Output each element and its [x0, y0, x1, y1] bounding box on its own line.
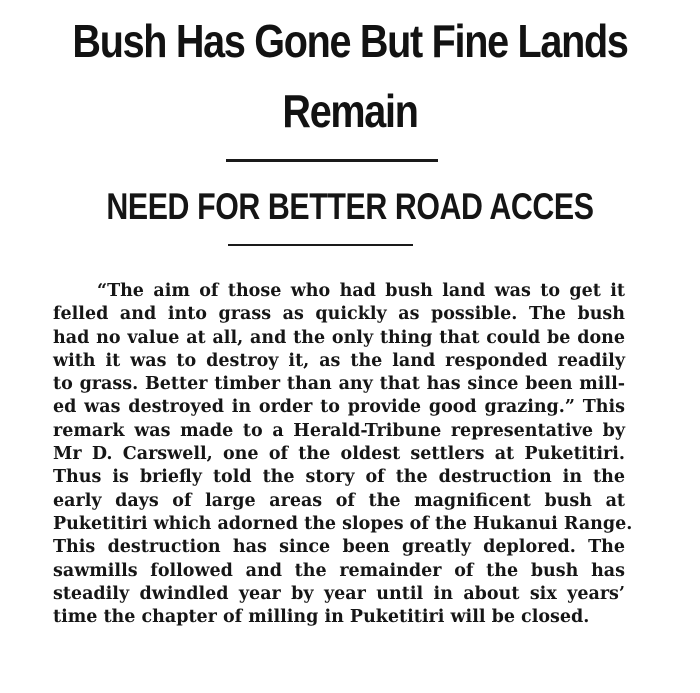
body-line: Mr D. Carswell, one of the oldest settlers at Puketitiri.: [53, 444, 625, 465]
body-line: time the chapter of milling in Puketitiri will be closed.: [53, 607, 590, 628]
body-line: Puketitiri which adorned the slopes of the Hukanui Range.: [53, 513, 633, 534]
subheadline: NEED FOR BETTER ROAD ACCES: [106, 186, 594, 227]
body-line: ed was destroyed in order to provide good grazing.” This: [53, 397, 625, 418]
article-body: [53, 280, 633, 629]
subheadline-divider: [228, 244, 413, 246]
body-line: This destruction has since been greatly deplored. The: [53, 537, 625, 558]
body-line: with it was to destroy it, as the land responded readily: [53, 350, 625, 371]
headline-divider: [226, 159, 438, 162]
body-line: early days of large areas of the magnificent bush at: [53, 490, 625, 511]
body-line: “The aim of those who had bush land was to get it: [97, 281, 625, 301]
body-line: Thus is briefly told the story of the destruction in the: [53, 467, 625, 488]
body-line: remark was made to a Herald-Tribune representative by: [53, 420, 625, 441]
body-line: felled and into grass as quickly as possible. The bush: [53, 304, 625, 325]
headline-line-1: Bush Has Gone But Fine Lands: [72, 15, 628, 67]
headline-line-2: Remain: [282, 85, 418, 137]
body-line: sawmills followed and the remainder of the bush has: [53, 560, 625, 581]
body-line: to grass. Better timber than any that has since been mill-: [53, 374, 625, 395]
body-line: had no value at all, and the only thing that could be done: [53, 327, 625, 348]
body-line: steadily dwindled year by year until in about six years’: [53, 583, 625, 604]
